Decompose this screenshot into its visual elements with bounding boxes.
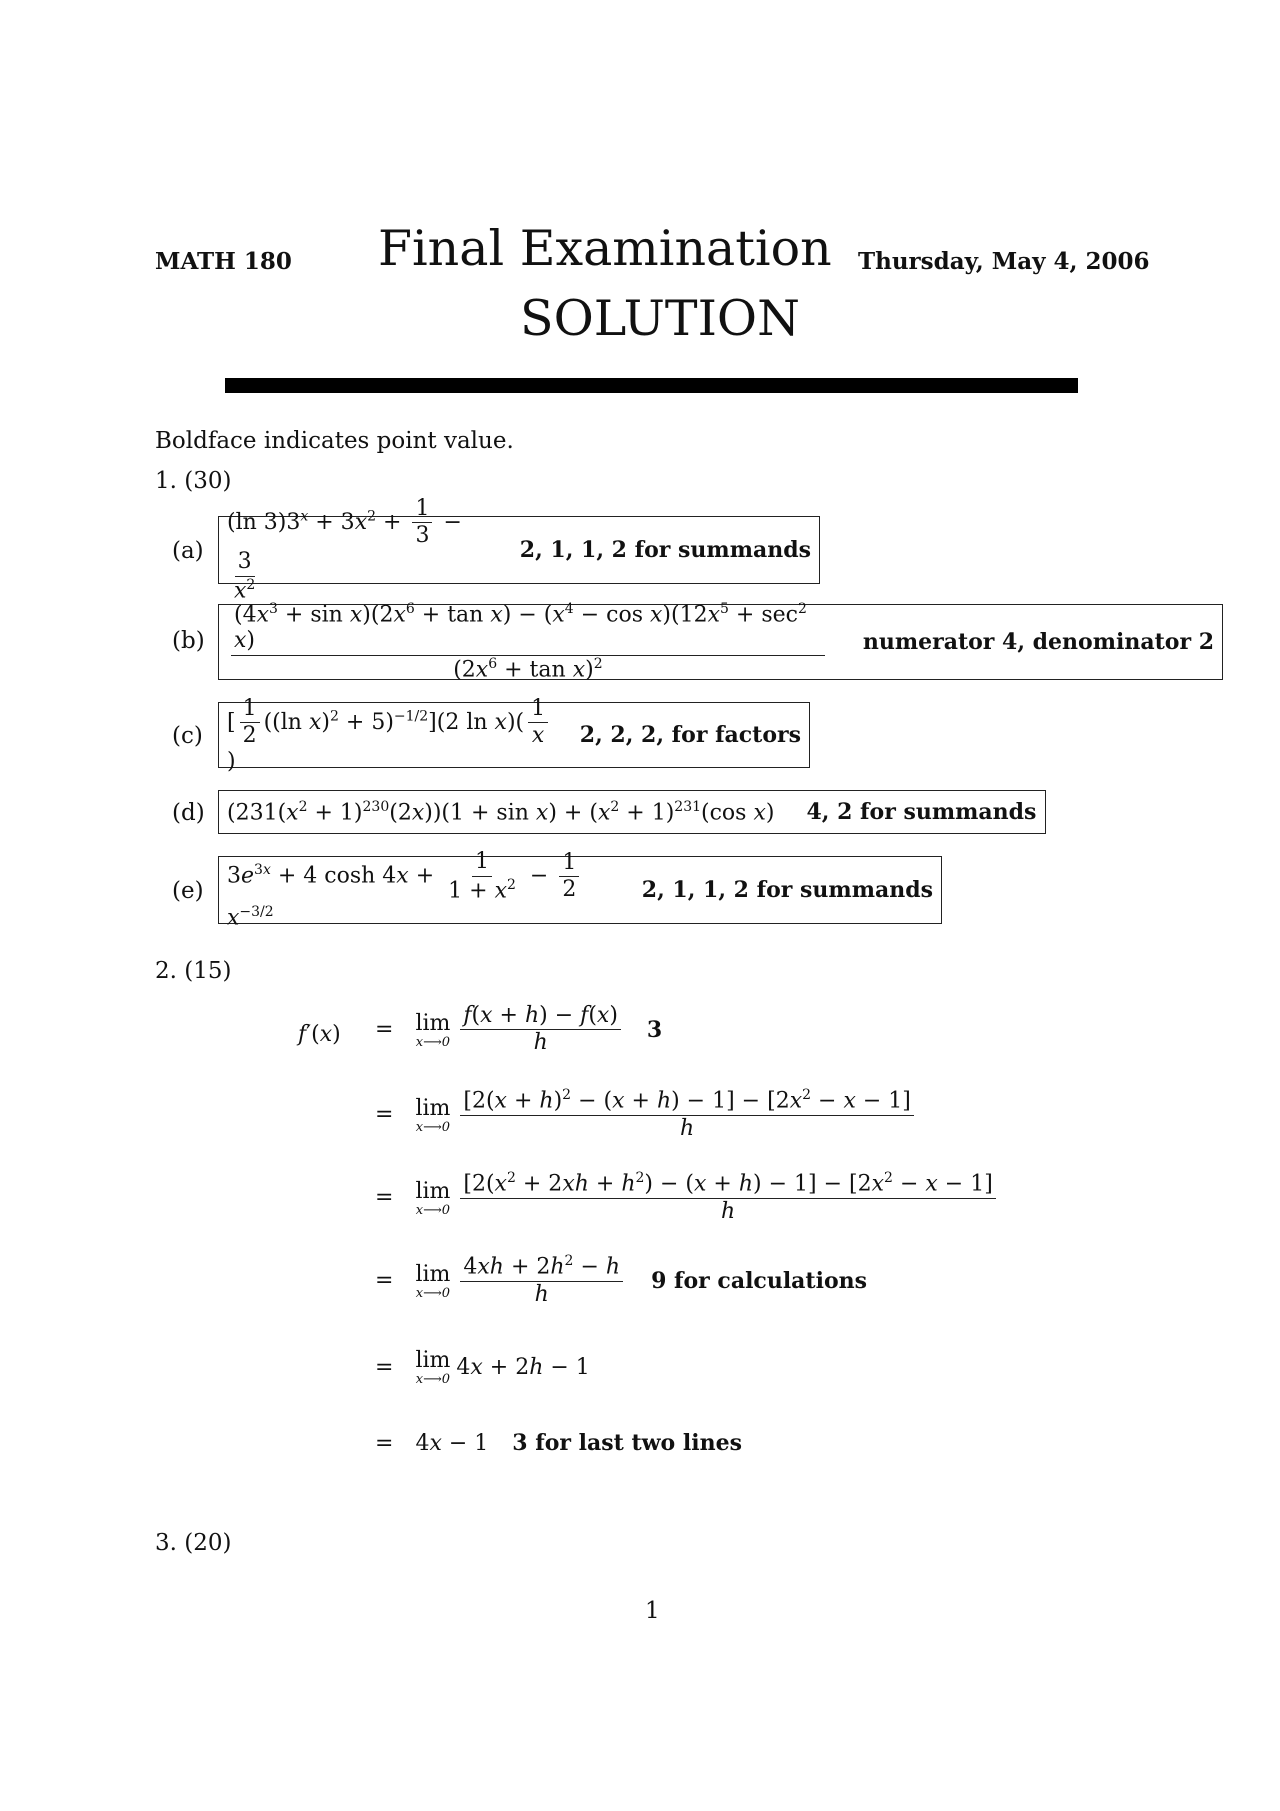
part-c-label: (c) xyxy=(172,723,203,749)
limit-line-1: = lim x⟶0 $\frac{f(x + h) - f(x)}{h}$ 3 xyxy=(375,1003,663,1056)
limit-line-6: = 4x − 1 3 for last two lines xyxy=(375,1430,742,1456)
exam-subtitle: SOLUTION xyxy=(520,290,800,347)
points-d: 4, 2 for summands xyxy=(806,799,1037,825)
points-e: 2, 1, 1, 2 for summands xyxy=(641,877,933,903)
page-number: 1 xyxy=(645,1598,660,1624)
part-e-label: (e) xyxy=(172,878,204,904)
formula-a: (ln $3)3^x + 3x^2$ + $\frac{1}{3}$ − $\frac{3}{x^2}$ xyxy=(227,495,462,604)
exam-title: Final Examination xyxy=(378,220,832,277)
header-rule xyxy=(225,378,1078,393)
answer-box-b xyxy=(218,600,1223,683)
question-1-label: 1. (30) xyxy=(155,468,232,494)
answer-box-d xyxy=(218,790,1046,834)
derivative-lhs: f′(x) xyxy=(298,1022,341,1047)
formula-c: [ $\frac{1}{2}$ ((ln x)$^2$ + 5)$^{-1/2}$](2 ln x)( $\frac{1}{x}$ ) xyxy=(227,696,556,775)
points-c: 2, 2, 2, for factors xyxy=(579,722,801,748)
answer-box-e xyxy=(218,849,942,931)
part-d-label: (d) xyxy=(172,800,205,826)
formula-e: $3e^{3x} + 4$ cosh 4x + $\frac{1}{1 + x^2}$ − $\frac{1}{2}$ $x^{-3/2}$ xyxy=(227,849,612,930)
points-b: numerator 4, denominator 2 xyxy=(862,629,1214,655)
formula-d: $(231(x^2 + 1)^{230}(2x))(1 + \sin x) + (x^2 + 1)^{231}(\cos$ x) xyxy=(227,798,775,826)
course-code: MATH 180 xyxy=(155,248,292,275)
part-b-label: (b) xyxy=(172,628,205,654)
intro-text: Boldface indicates point value. xyxy=(155,428,514,454)
formula-b: $\frac{(4x^3 + \sin x)(2x^6 + \tan x) - (x^4 - \cos x)(12x^5 + \sec^2 x)}{(2x^6 + \tan x)^2}$ xyxy=(231,601,825,684)
answer-box-a xyxy=(218,495,820,604)
limit-line-3: = lim x⟶0 $\frac{[2(x^2 + 2xh + h^2) - (x + h) - 1] - [2x^2 - x - 1]}{h}$ xyxy=(375,1170,1000,1225)
points-a: 2, 1, 1, 2 for summands xyxy=(519,537,811,563)
answer-box-c xyxy=(218,695,810,775)
limit-line-2: = lim x⟶0 $\frac{[2(x + h)^2 - (x + h) - 1] - [2x^2 - x - 1]}{h}$ xyxy=(375,1087,918,1142)
points-limit-def: 3 xyxy=(646,1016,663,1043)
question-2-label: 2. (15) xyxy=(155,958,232,984)
points-last-lines: 3 for last two lines xyxy=(512,1430,742,1456)
part-a-label: (a) xyxy=(172,538,204,564)
limit-line-5: = lim x⟶0 4x + 2h − 1 xyxy=(375,1348,590,1387)
question-3-label: 3. (20) xyxy=(155,1530,232,1556)
limit-line-4: = lim x⟶0 $\frac{4xh + 2h^2 - h}{h}$ 9 for calculations xyxy=(375,1253,868,1307)
exam-date: Thursday, May 4, 2006 xyxy=(858,248,1150,275)
points-calculations: 9 for calculations xyxy=(651,1267,868,1294)
